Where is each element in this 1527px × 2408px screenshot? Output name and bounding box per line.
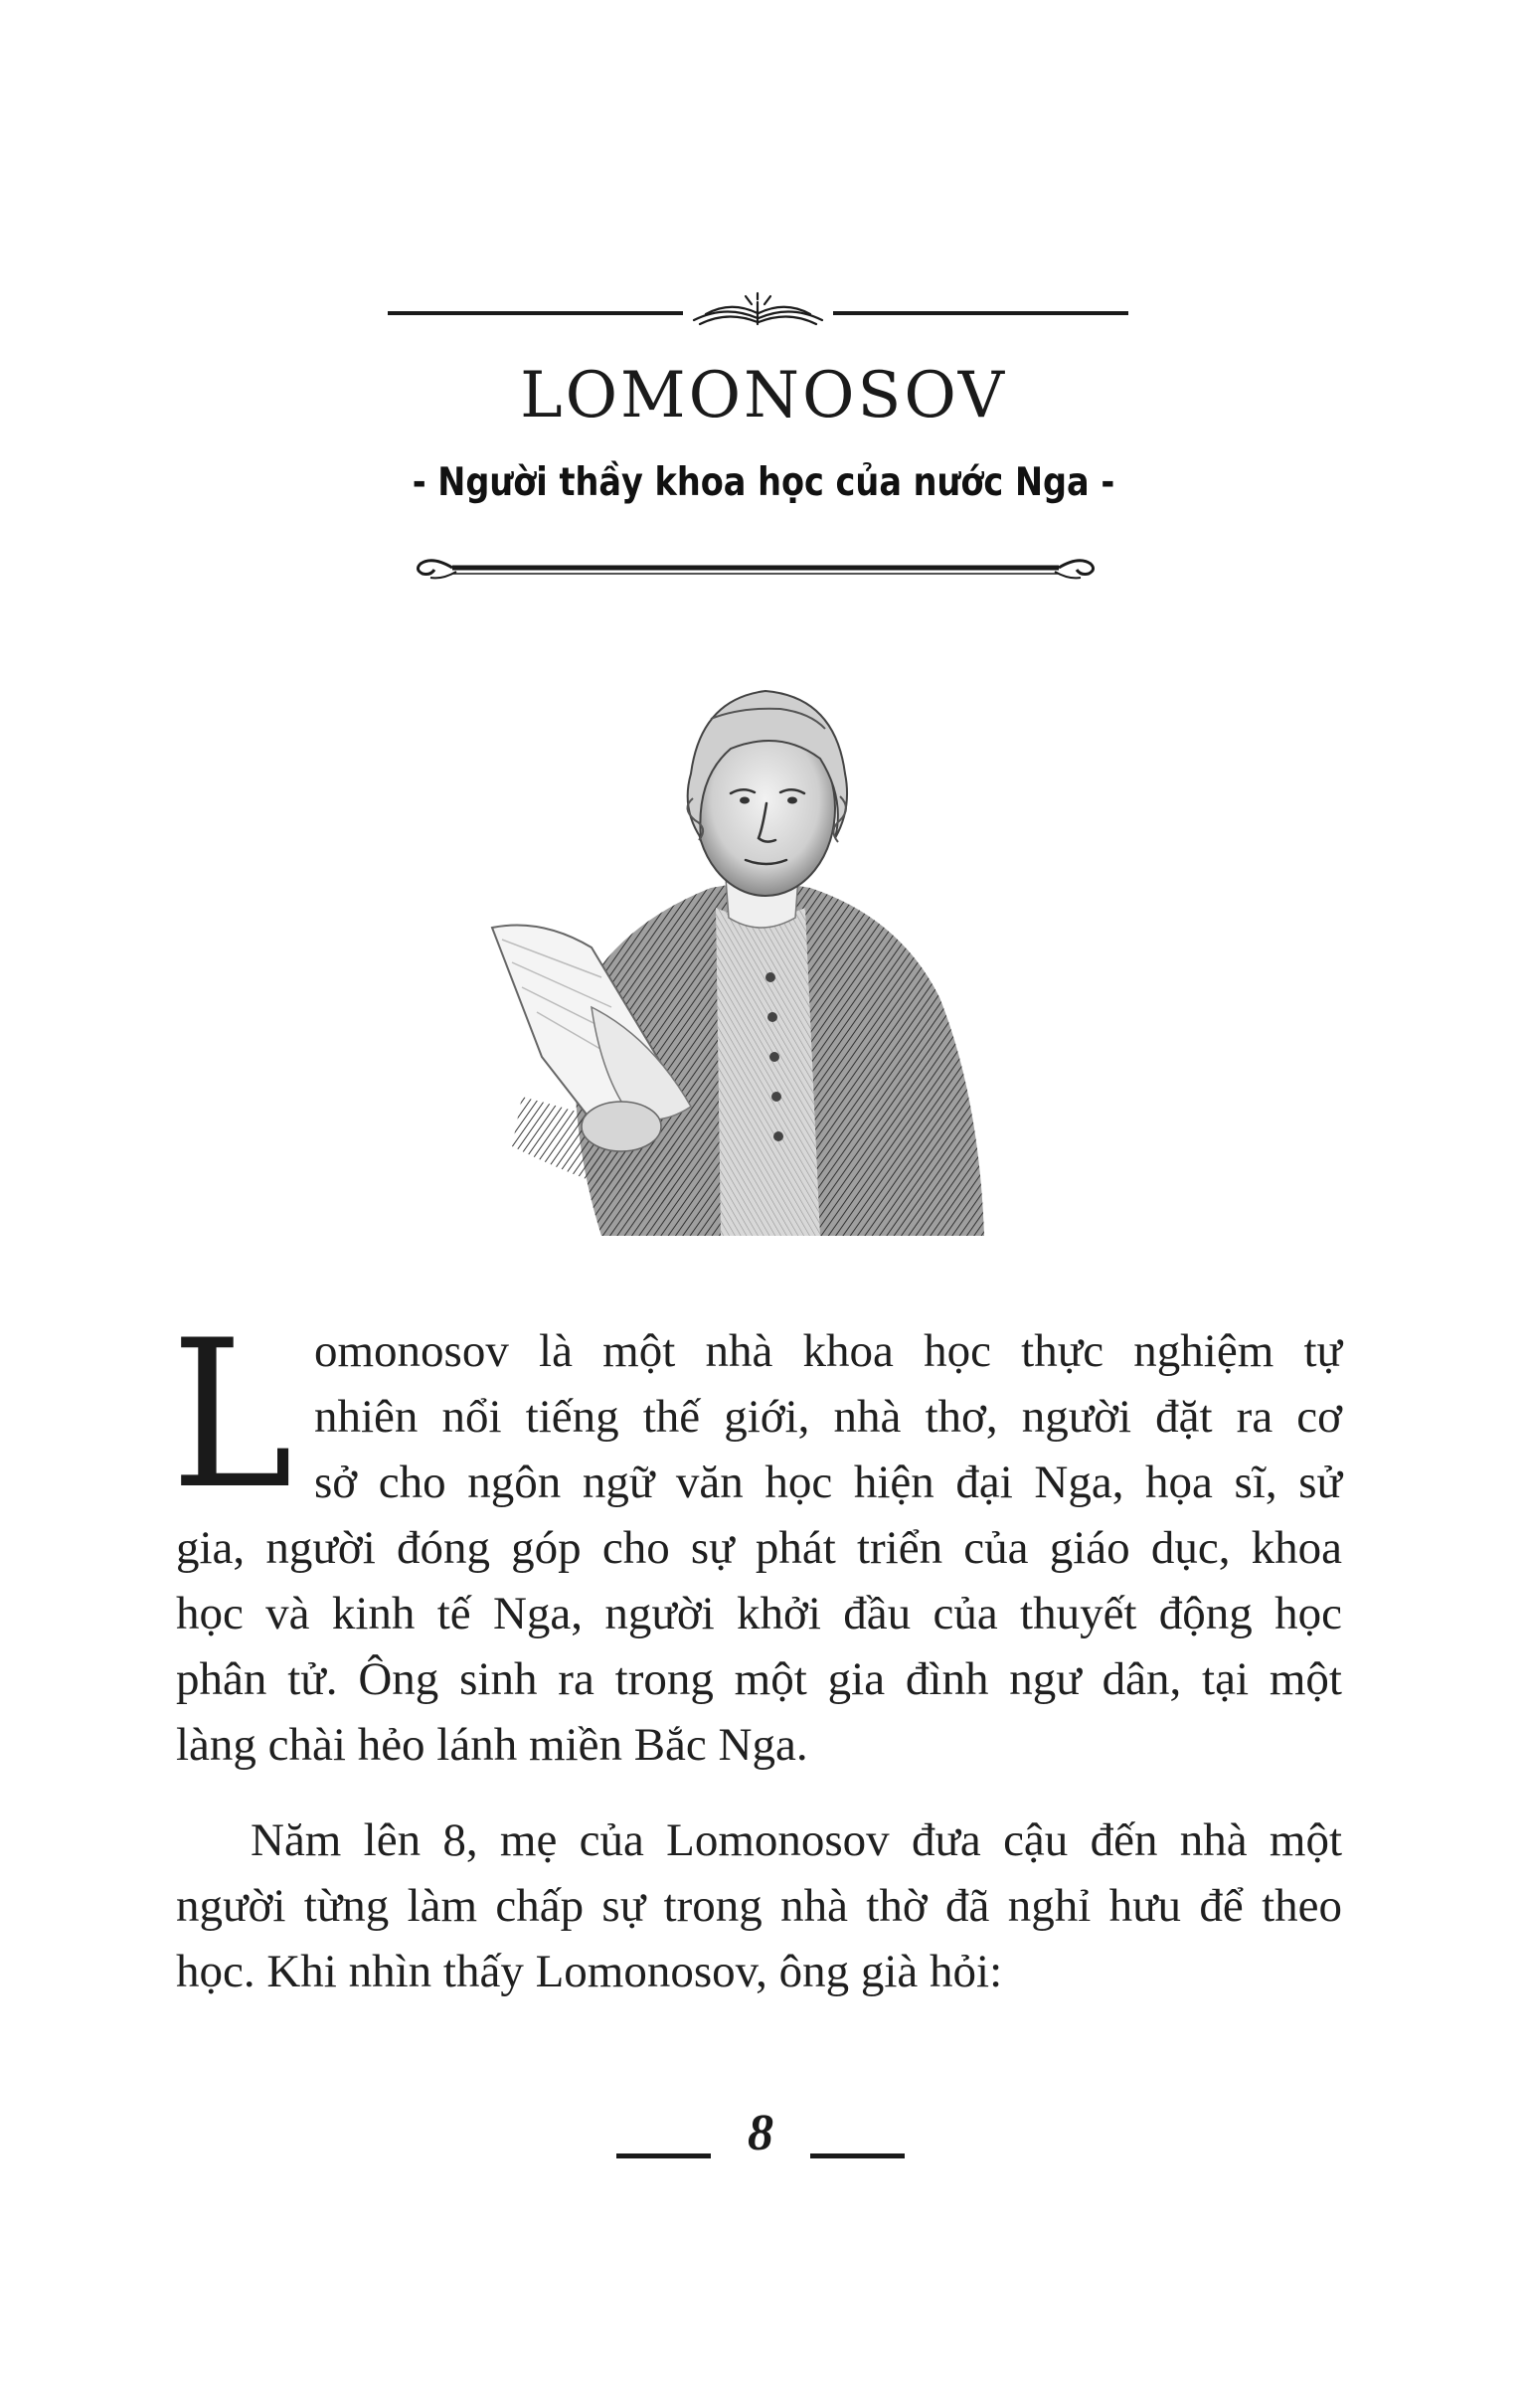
- page-number: 8: [748, 2105, 773, 2161]
- chapter-title: LOMONOSOV: [520, 359, 1007, 432]
- top-ornament: [388, 290, 1128, 330]
- bottom-ornament: [413, 550, 1099, 586]
- chapter-subtitle: - Người thầy khoa học của nước Nga -: [412, 460, 1115, 505]
- ornament-rule-left: [388, 311, 683, 315]
- footer-dash-right: [810, 2153, 905, 2158]
- body-line: học và kinh tế Nga, người khởi đầu của thuyết động học: [176, 1588, 1342, 1639]
- body-line: omonosov là một nhà khoa học thực nghiệm tự: [314, 1325, 1342, 1377]
- body-line: sở cho ngôn ngữ văn học hiện đại Nga, họa sĩ, sử: [314, 1457, 1342, 1508]
- portrait-illustration: [482, 679, 1039, 1261]
- body-line: gia, người đóng góp cho sự phát triển của giáo dục, khoa: [176, 1522, 1342, 1574]
- open-book-icon: [686, 290, 830, 330]
- page-footer: [616, 2105, 905, 2177]
- body-line: Năm lên 8, mẹ của Lomonosov đưa cậu đến nhà một: [251, 1814, 1342, 1866]
- ornament-rule-right: [833, 311, 1128, 315]
- body-line: học. Khi nhìn thấy Lomonosov, ông già hỏi:: [176, 1946, 1003, 1997]
- body-line: người từng làm chấp sự trong nhà thờ đã nghỉ hưu để theo: [176, 1880, 1342, 1932]
- drop-cap: L: [171, 1297, 293, 1534]
- body-line: làng chài hẻo lánh miền Bắc Nga.: [176, 1719, 808, 1771]
- body-line: phân tử. Ông sinh ra trong một gia đình ngư dân, tại một: [176, 1653, 1342, 1705]
- body-line: nhiên nổi tiếng thế giới, nhà thơ, người đặt ra cơ: [314, 1391, 1342, 1443]
